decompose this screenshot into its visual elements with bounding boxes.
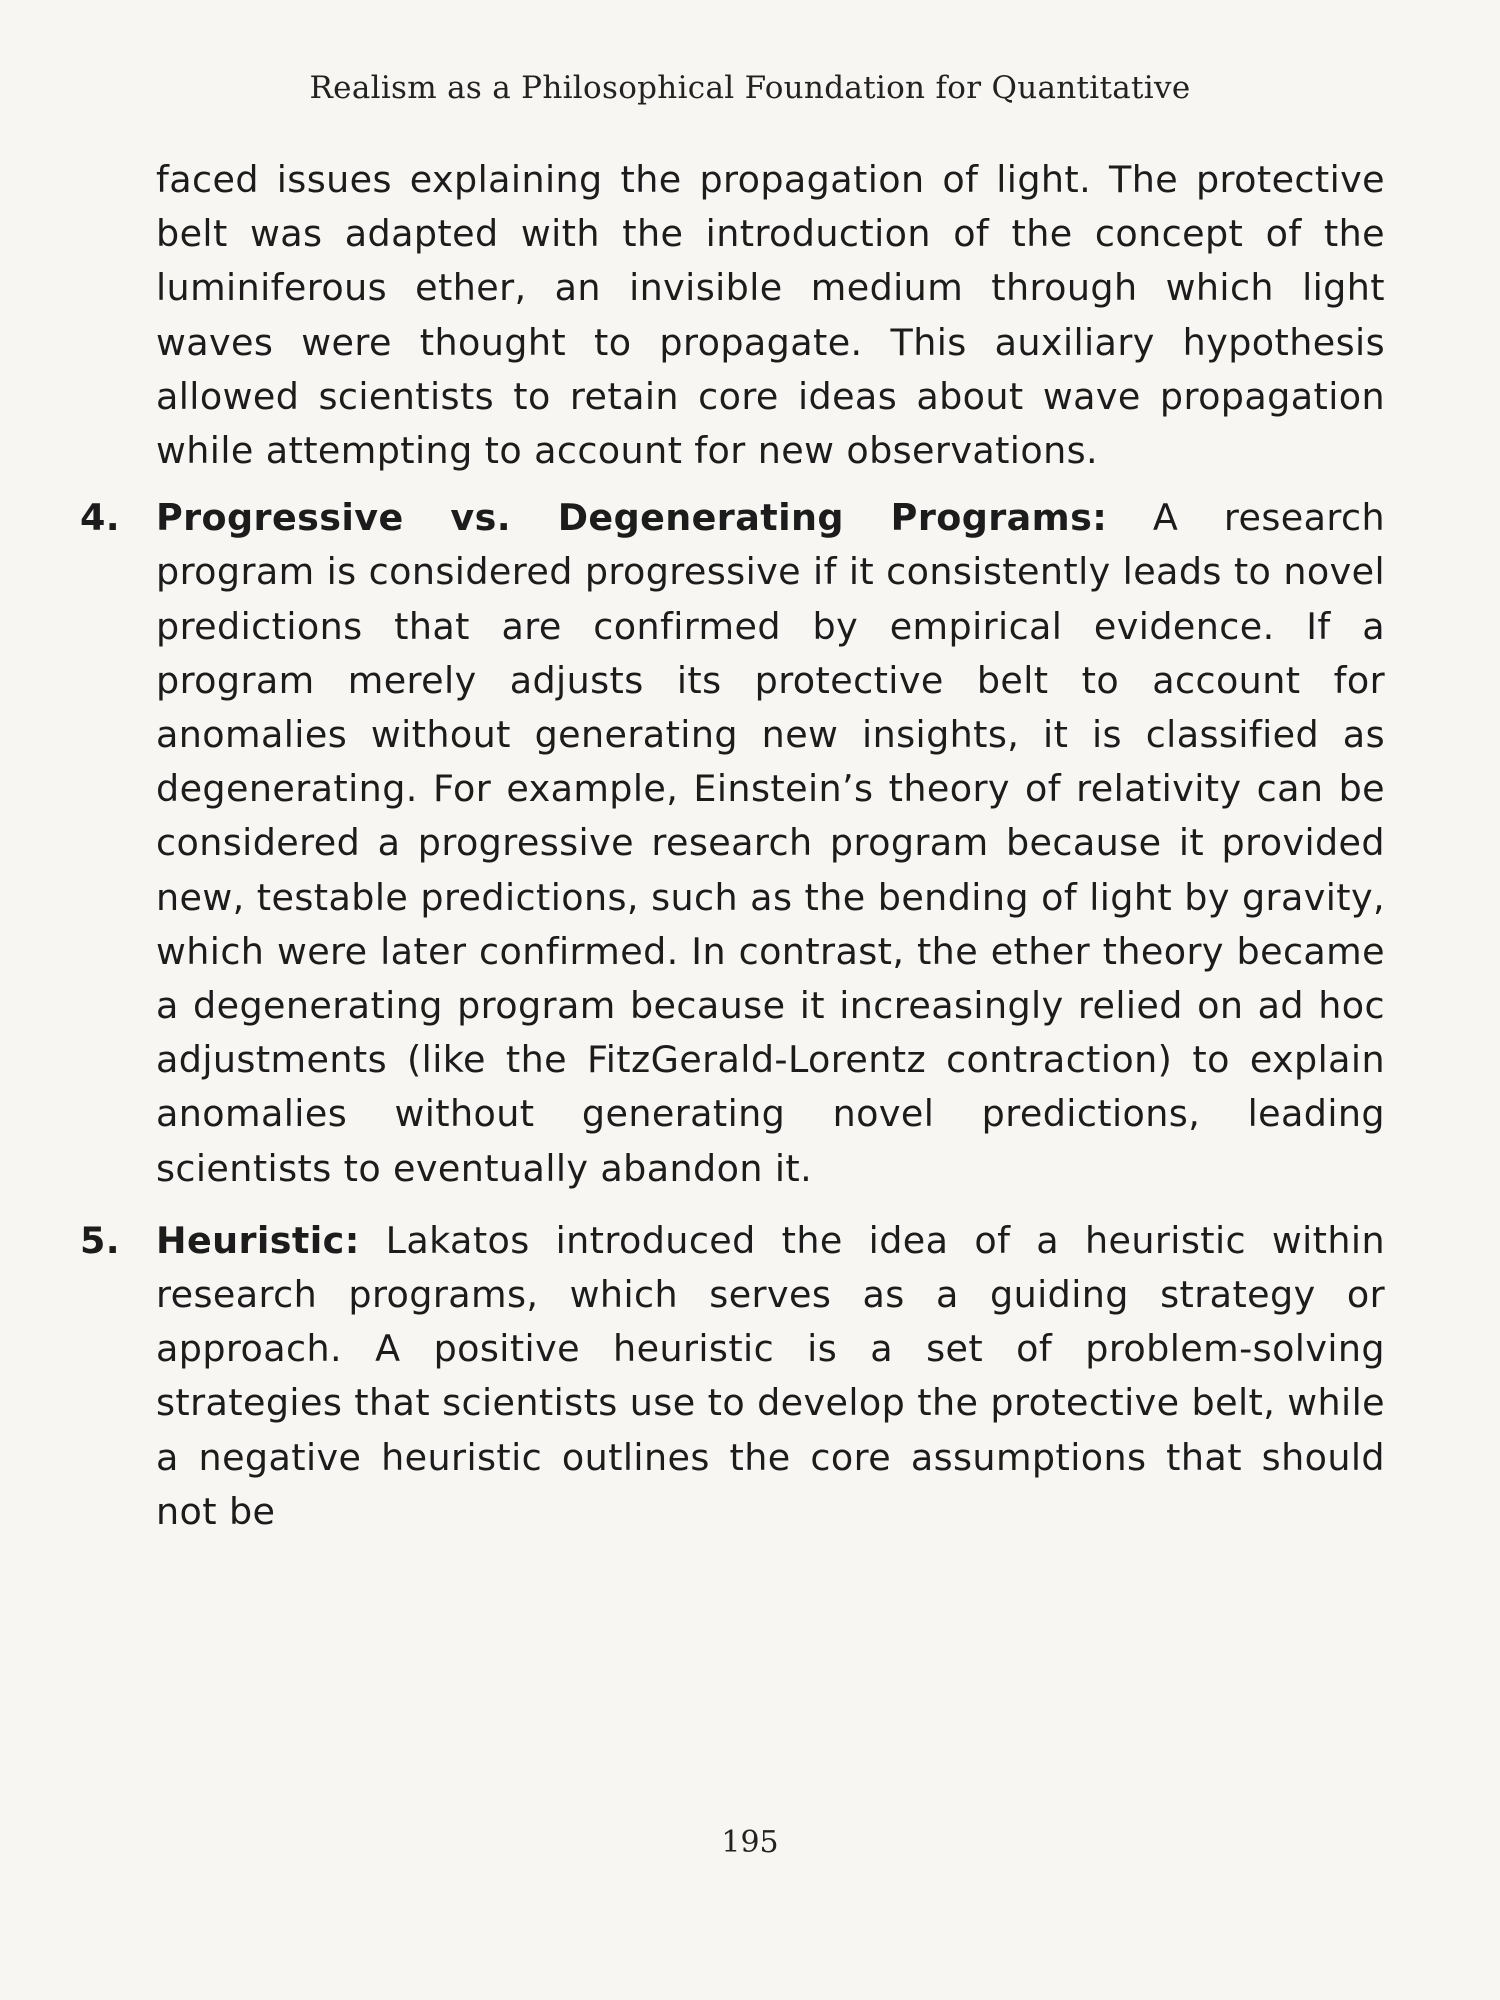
list-item-text: A research program is considered progressive if it consistently leads to novel predictions that are confirmed by empirical evidence. If a program merely adjusts its protective belt to account for anomalies without generating new insights, it is classified as degenerating. For example, Einstein’s theory of relativity can be considered a progressive research program because it provided new, testable predictions, such as the bending of light by gravity, which were later confirmed. In contrast, the ether theory became a degenerating program because it increasingly relied on ad hoc adjustments (like the FitzGerald-Lorentz contraction) to explain anomalies without generating novel predictions, leading scientists to eventually abandon it. <box>156 496 1386 1190</box>
continuation-paragraph: faced issues explaining the propagation of light. The protective belt was adapted with the introduction of the concept of the luminiferous ether, an invisible medium through which light waves were thought to propagate. This auxiliary hypothesis allowed scientists to retain core ideas about wave propagation while attempting to account for new observations. <box>156 158 1385 473</box>
list-item-4 <box>80 491 1385 1196</box>
list-number: 5. <box>80 1218 121 1262</box>
list-item-5 <box>80 1214 1385 1539</box>
list-item-text: Lakatos introduced the idea of a heuristic within research programs, which serves as a guiding strategy or approach. A positive heuristic is a set of problem-solving strategies that scientists use to develop the protective belt, while a negative heuristic outlines the core assumptions that should not be <box>156 1218 1385 1533</box>
running-head: Realism as a Philosophical Foundation for Quantitative <box>309 70 1191 106</box>
list-item-term: Progressive vs. Degenerating Programs: <box>156 496 1108 540</box>
list-item-term: Heuristic: <box>156 1218 360 1262</box>
list-number: 4. <box>80 496 121 540</box>
list-item-body <box>156 491 1385 1196</box>
list-item-body <box>156 1214 1385 1539</box>
page-number: 195 <box>721 1825 779 1860</box>
page-body <box>80 153 1385 1539</box>
